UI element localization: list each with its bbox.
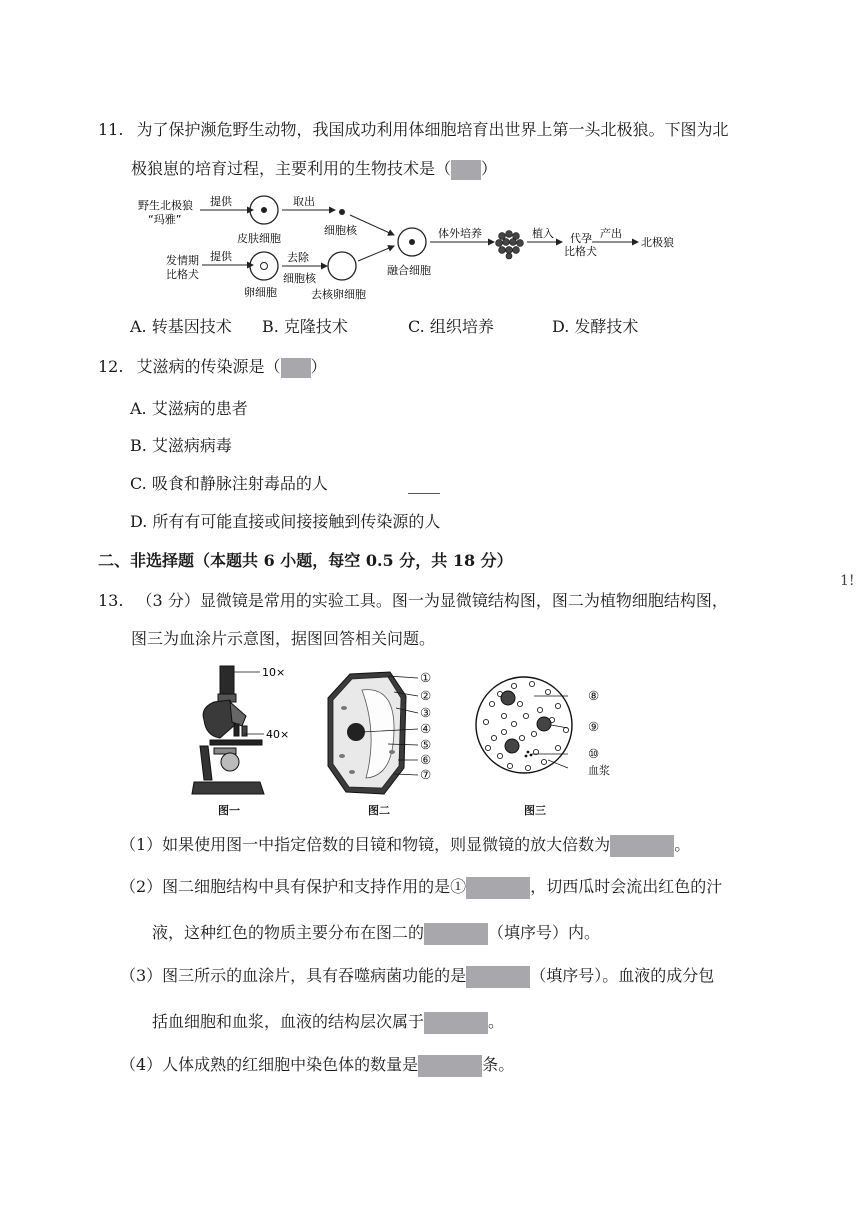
q13-sub4-end: 条。 <box>482 1055 515 1074</box>
cell-label-1: ① <box>420 670 432 685</box>
egg-cell-shape <box>250 252 278 280</box>
nucleus-label-1: 细胞核 <box>324 224 357 237</box>
q13-sub3-line2 <box>152 1009 504 1034</box>
q13-sub2-blank-2 <box>424 923 488 945</box>
enucleated-egg-shape <box>328 252 356 280</box>
q11-answer-blank <box>451 160 481 180</box>
q12-option-d[interactable]: D. 所有有可能直接或间接接触到传染源的人 <box>130 512 441 531</box>
wolf-source-label: 野生北极狼 <box>138 199 193 212</box>
figure-2-caption: 图二 <box>368 804 390 817</box>
q13-line1 <box>98 588 728 611</box>
q11-line2 <box>131 156 497 180</box>
take-out-label: 取出 <box>293 195 315 208</box>
q12-option-c[interactable]: C. 吸食和静脉注射毒品的人 <box>130 474 328 493</box>
q13-sub1-end: 。 <box>674 835 691 854</box>
q13-sub2-blank-1 <box>466 877 530 899</box>
plasma-label: 血浆 <box>588 764 610 777</box>
nucleus-dot-shape <box>339 209 345 215</box>
skin-cell-nucleus-shape <box>261 207 267 213</box>
provide-label-2: 提供 <box>210 250 232 263</box>
q12-answer-blank <box>281 358 311 378</box>
figure-1-caption: 图一 <box>218 804 240 817</box>
smear-field-shape <box>476 677 572 773</box>
q11-option-d[interactable]: D. 发酵技术 <box>552 317 639 336</box>
objective-label: 40× <box>266 728 290 741</box>
blood-smear-figure <box>474 672 594 782</box>
q12-close-paren: ） <box>310 357 327 376</box>
q13-sub4-blank <box>418 1055 482 1077</box>
q13-sub3-line2-end: 。 <box>488 1012 505 1031</box>
microscope-icon <box>192 666 264 794</box>
q13-stem-line1: （3 分）显微镜是常用的实验工具。图一为显微镜结构图，图二为植物细胞结构图， <box>136 591 728 610</box>
implant-label: 植入 <box>532 227 554 240</box>
q13-sub2-line2-end: （填序号）内。 <box>488 923 601 942</box>
q13-sub4-text: （4）人体成熟的红细胞中染色体的数量是 <box>120 1055 419 1074</box>
q12-stem-text: 艾滋病的传染源是（ <box>136 357 281 376</box>
figure-3-caption: 图三 <box>524 804 546 817</box>
cell-label-2: ② <box>420 688 432 703</box>
remove-label: 去除 <box>287 251 309 264</box>
q13-sub3-line2-text: 括血细胞和血浆，血液的结构层次属于 <box>152 1012 425 1031</box>
produce-label: 产出 <box>600 227 622 240</box>
cell-label-5: ⑤ <box>420 737 432 752</box>
culture-label: 体外培养 <box>438 227 482 240</box>
blood-label-8: ⑧ <box>588 688 600 703</box>
q13-sub1-text: （1）如果使用图一中指定倍数的目镜和物镜，则显微镜的放大倍数为 <box>120 835 611 854</box>
dog-source-name: 比格犬 <box>166 268 199 281</box>
q11-number: 11. <box>98 120 124 139</box>
eyepiece-label: 10× <box>262 666 286 679</box>
q11-option-b[interactable]: B. 克隆技术 <box>262 317 348 336</box>
q13-sub1 <box>120 832 690 857</box>
arctic-wolf-label: 北极狼 <box>641 236 674 249</box>
q11-close-paren: ） <box>481 159 498 178</box>
q11-stem-line2: 极狼崽的培育过程，主要利用的生物技术是（ <box>131 159 452 178</box>
q12-stem <box>98 354 327 378</box>
fused-cell-nucleus-shape <box>409 239 415 245</box>
surrogate-label: 代孕 <box>570 232 592 245</box>
q12-option-b[interactable]: B. 艾滋病病毒 <box>130 436 232 455</box>
margin-mark: 1! <box>840 573 855 589</box>
q13-sub1-blank <box>610 835 674 857</box>
enucleated-egg-label: 去核卵细胞 <box>311 288 366 301</box>
q13-number: 13. <box>98 591 124 610</box>
q13-sub3-mid: （填序号）。血液的成分包 <box>530 966 715 985</box>
q12-number: 12. <box>98 357 124 376</box>
q13-sub3-blank-1 <box>466 966 530 988</box>
cell-label-4: ④ <box>420 721 432 736</box>
q11-option-c[interactable]: C. 组织培养 <box>408 317 494 336</box>
blood-label-9: ⑨ <box>588 719 600 734</box>
egg-cell-label: 卵细胞 <box>244 286 277 299</box>
cloning-process-diagram <box>130 188 690 308</box>
wolf-source-name: “玛雅” <box>148 213 182 226</box>
cell-label-6: ⑥ <box>420 752 432 767</box>
q13-sub2-line2 <box>152 920 600 945</box>
q12-option-a[interactable]: A. 艾滋病的患者 <box>130 399 248 418</box>
fused-cell-label: 融合细胞 <box>387 264 431 277</box>
cell-label-3: ③ <box>420 705 432 720</box>
q13-sub3-blank-2 <box>424 1012 488 1034</box>
embryo-cluster-icon <box>496 231 524 259</box>
cell-label-7: ⑦ <box>420 767 432 782</box>
provide-label-1: 提供 <box>210 195 232 208</box>
q13-sub2-text: （2）图二细胞结构中具有保护和支持作用的是① <box>120 877 467 896</box>
surrogate-name: 比格犬 <box>564 245 597 258</box>
dog-source-label: 发情期 <box>166 254 199 267</box>
q11-option-a[interactable]: A. 转基因技术 <box>130 317 232 336</box>
q13-sub3-line1 <box>120 963 714 988</box>
q13-stem-line2: 图三为血涂片示意图，据图回答相关问题。 <box>131 629 436 648</box>
blood-label-10: ⑩ <box>588 746 600 761</box>
q13-sub2-mid: ，切西瓜时会流出红色的汁 <box>530 877 723 896</box>
egg-cell-nucleus-shape <box>261 263 268 270</box>
q13-sub2-line2-text: 液，这种红色的物质主要分布在图二的 <box>152 923 425 942</box>
q13-sub4 <box>120 1052 514 1077</box>
q13-sub3-text: （3）图三所示的血涂片，具有吞噬病菌功能的是 <box>120 966 467 985</box>
microscope-figure <box>190 660 300 800</box>
q11-stem-line1: 为了保护濒危野生动物，我国成功利用体细胞培育出世界上第一头北极狼。下图为北 <box>136 120 729 139</box>
section-2-title: 二、非选择题（本题共 6 小题，每空 0.5 分，共 18 分） <box>98 551 513 570</box>
nucleus-label-2: 细胞核 <box>283 272 316 285</box>
q11-line1 <box>98 117 729 140</box>
stray-line-mark <box>408 493 440 494</box>
skin-cell-label: 皮肤细胞 <box>237 232 281 245</box>
q13-sub2-line1 <box>120 874 722 899</box>
